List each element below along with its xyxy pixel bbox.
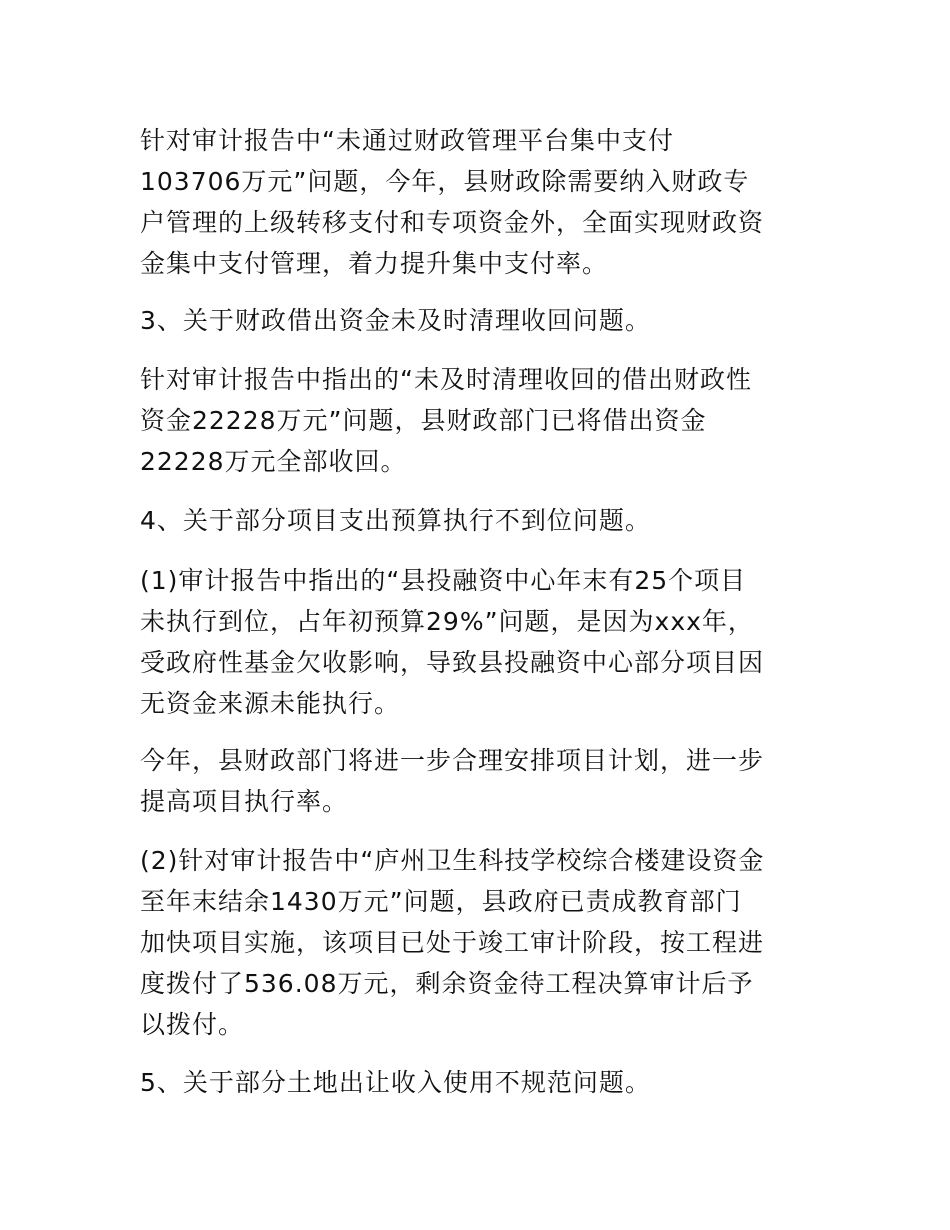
text-line: 金集中支付管理，着力提升集中支付率。 (140, 249, 609, 278)
paragraph-loan-recovery (140, 359, 810, 482)
paragraph-plan (140, 740, 810, 822)
paragraph-item-2 (140, 840, 810, 1045)
text-line: (1)审计报告中指出的“县投融资中心年末有25个项目 (140, 566, 747, 595)
text-line: 无资金来源未能执行。 (140, 689, 401, 718)
text-line: 针对审计报告中“未通过财政管理平台集中支付 (140, 126, 674, 155)
section-heading-4 (140, 500, 810, 541)
text-line: 103706万元”问题，今年，县财政除需要纳入财政专 (140, 167, 750, 196)
text-line: 加快项目实施，该项目已处于竣工审计阶段，按工程进 (140, 928, 765, 957)
text-line: 4、关于部分项目支出预算执行不到位问题。 (140, 506, 651, 535)
section-heading-5 (140, 1062, 810, 1103)
text-line: 提高项目执行率。 (140, 787, 349, 816)
paragraph-central-payment (140, 120, 810, 284)
text-line: 以拨付。 (140, 1010, 245, 1039)
text-line: 针对审计报告中指出的“未及时清理收回的借出财政性 (140, 365, 752, 394)
text-line: 至年末结余1430万元”问题，县政府已责成教育部门 (140, 887, 742, 916)
text-line: (2)针对审计报告中“庐州卫生科技学校综合楼建设资金 (140, 846, 765, 875)
text-line: 22228万元全部收回。 (140, 447, 407, 476)
text-line: 5、关于部分土地出让收入使用不规范问题。 (140, 1068, 651, 1097)
text-line: 户管理的上级转移支付和专项资金外，全面实现财政资 (140, 208, 765, 237)
text-line: 度拨付了536.08万元，剩余资金待工程决算审计后予 (140, 969, 754, 998)
text-line: 资金22228万元”问题，县财政部门已将借出资金 (140, 406, 707, 435)
text-line: 未执行到位，占年初预算29%”问题，是因为xxx年， (140, 607, 754, 636)
text-line: 3、关于财政借出资金未及时清理收回问题。 (140, 306, 651, 335)
section-heading-3 (140, 300, 810, 341)
text-line: 今年，县财政部门将进一步合理安排项目计划，进一步 (140, 746, 765, 775)
text-line: 受政府性基金欠收影响，导致县投融资中心部分项目因 (140, 648, 765, 677)
paragraph-item-1 (140, 560, 810, 724)
